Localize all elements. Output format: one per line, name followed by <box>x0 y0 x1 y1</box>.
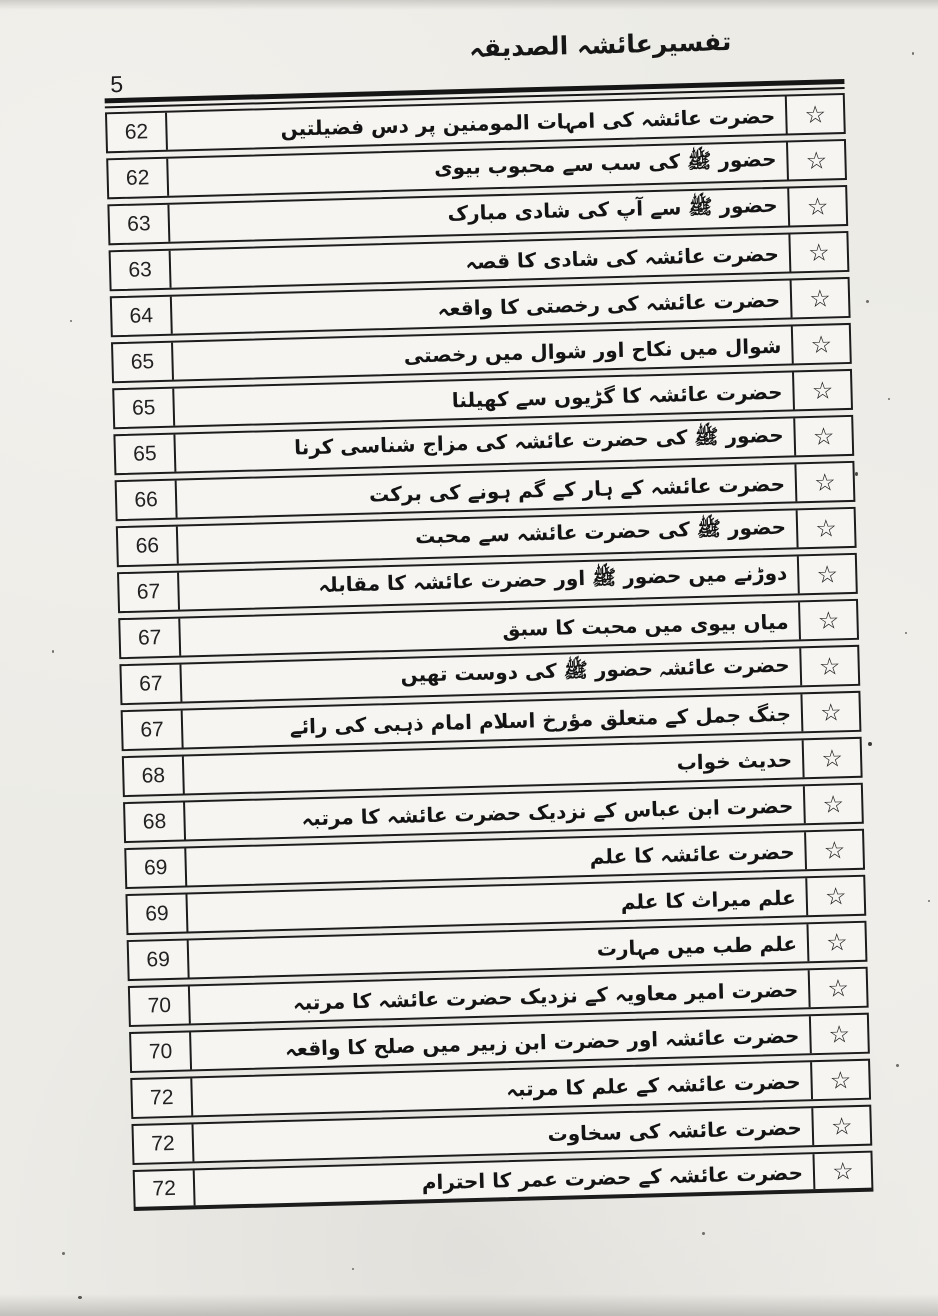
speck <box>896 1064 899 1067</box>
entry-title-cell: حضرت عائشہ کے حضرت عمر کا احترام <box>421 1159 804 1194</box>
entry-title-cell: حضرت عائشہ اور حضرت ابن زبیر میں صلح کا واقعہ <box>284 1023 800 1061</box>
entry-title-cell: حضرت امیر معاویہ کے نزدیک حضرت عائشہ کا مرتبہ <box>292 977 799 1015</box>
speck <box>928 900 930 902</box>
page-number-cell: 65 <box>115 435 176 474</box>
entry-title-cell: حضور ﷺ سے آپ کی شادی مبارک <box>447 192 778 226</box>
entry-title-cell: حضرت عائشہ حضور ﷺ کی دوست تھیں <box>400 652 790 687</box>
speck <box>888 398 890 400</box>
entry-title-cell: حضرت ابن عباس کے نزدیک حضرت عائشہ کا مرتبہ <box>301 793 794 830</box>
page-number-cell: 72 <box>134 1124 195 1163</box>
page-number-cell: 62 <box>108 159 169 198</box>
page-number-cell: 65 <box>114 389 175 428</box>
entry-title-cell: حضرت عائشہ کی امہات المومنین پر دس فضیلتیں <box>280 103 776 141</box>
page-number-cell: 66 <box>118 527 179 566</box>
star-icon: ☆ <box>811 1107 870 1146</box>
page-number-cell: 63 <box>111 251 172 290</box>
page-number-cell: 69 <box>127 894 188 933</box>
page-number-cell: 66 <box>117 481 178 520</box>
page-number-cell: 72 <box>135 1170 196 1207</box>
star-icon: ☆ <box>812 1153 871 1190</box>
star-icon: ☆ <box>792 371 851 410</box>
page-number-cell: 62 <box>107 113 168 152</box>
star-icon: ☆ <box>793 417 852 456</box>
page-number-cell: 67 <box>123 711 184 750</box>
scan-shadow-bottom <box>0 1294 938 1316</box>
page-number-cell: 70 <box>131 1032 192 1071</box>
page-number-cell: 65 <box>113 343 174 382</box>
page-number-cell: 63 <box>109 205 170 244</box>
speck <box>855 472 858 476</box>
star-icon: ☆ <box>808 969 867 1008</box>
entry-title-cell: حدیث خواب <box>676 747 793 775</box>
speck <box>866 300 869 303</box>
star-icon: ☆ <box>798 601 857 640</box>
speck <box>62 1252 65 1255</box>
star-icon: ☆ <box>804 831 863 870</box>
speck <box>912 52 914 55</box>
star-icon: ☆ <box>805 877 864 916</box>
speck <box>70 320 72 322</box>
page-number-cell: 68 <box>125 803 186 842</box>
entry-title-cell: حضرت عائشہ کے علم کا مرتبہ <box>505 1068 801 1101</box>
page-number-cell: 69 <box>126 848 187 887</box>
entry-title-cell: علم طب میں مہارت <box>596 931 798 961</box>
star-icon: ☆ <box>787 187 846 226</box>
entry-title-cell: حضور ﷺ کی سب سے محبوب بیوی <box>433 146 777 180</box>
speck <box>702 1232 705 1235</box>
star-icon: ☆ <box>794 463 853 502</box>
star-icon: ☆ <box>796 509 855 548</box>
page-number-cell: 67 <box>120 619 181 658</box>
star-icon: ☆ <box>809 1015 868 1054</box>
star-icon: ☆ <box>802 739 861 778</box>
star-icon: ☆ <box>790 279 849 318</box>
book-title: تفسیرعائشہ الصدیقہ <box>468 26 732 63</box>
star-icon: ☆ <box>786 141 845 180</box>
speck <box>352 1268 354 1270</box>
page-number: 5 <box>109 70 124 98</box>
speck <box>905 632 907 634</box>
entry-title-cell: شوال میں نکاح اور شوال میں رخصتی <box>403 333 782 368</box>
star-icon: ☆ <box>799 647 858 686</box>
star-icon: ☆ <box>800 693 859 732</box>
page-number-cell: 67 <box>119 573 180 612</box>
page-number-cell: 67 <box>121 665 182 704</box>
entry-title-cell: حضرت عائشہ کے ہار کے گم ہونے کی برکت <box>368 471 786 507</box>
entry-title-cell: میاں بیوی میں محبت کا سبق <box>502 609 789 641</box>
star-icon: ☆ <box>797 555 856 594</box>
star-icon: ☆ <box>803 785 862 824</box>
speck <box>868 742 872 746</box>
entry-title-cell: حضرت عائشہ کی رخصتی کا واقعہ <box>437 287 781 321</box>
star-icon: ☆ <box>810 1061 869 1100</box>
star-icon: ☆ <box>785 95 844 134</box>
entry-title-cell: دوڑنے میں حضور ﷺ اور حضرت عائشہ کا مقابلہ <box>318 560 788 597</box>
entry-title-cell: حضور ﷺ کی حضرت عائشہ سے محبت <box>414 514 787 549</box>
toc-table <box>105 93 874 1216</box>
entry-title-cell: حضور ﷺ کی حضرت عائشہ کی مزاج شناسی کرنا <box>293 422 784 460</box>
page-number-cell: 72 <box>132 1078 193 1117</box>
star-icon: ☆ <box>791 325 850 364</box>
page-number-cell: 64 <box>112 297 173 336</box>
entry-title-cell: حضرت عائشہ کا علم <box>589 839 795 869</box>
page-number-cell: 70 <box>130 986 191 1025</box>
star-icon: ☆ <box>806 923 865 962</box>
star-icon: ☆ <box>788 233 847 272</box>
entry-title-cell: حضرت عائشہ کا گڑیوں سے کھیلنا <box>451 379 783 412</box>
entry-title-cell: حضرت عائشہ کی سخاوت <box>547 1114 803 1146</box>
entry-title-cell: علم میراث کا علم <box>620 885 797 914</box>
entry-title-cell: حضرت عائشہ کی شادی کا قصہ <box>465 241 780 274</box>
entry-title-cell: جنگ جمل کے متعلق مؤرخ اسلام امام ذہبی کی رائے <box>289 701 792 739</box>
page-number-cell: 68 <box>124 757 185 796</box>
page-number-cell: 69 <box>129 940 190 979</box>
speck <box>52 650 54 653</box>
